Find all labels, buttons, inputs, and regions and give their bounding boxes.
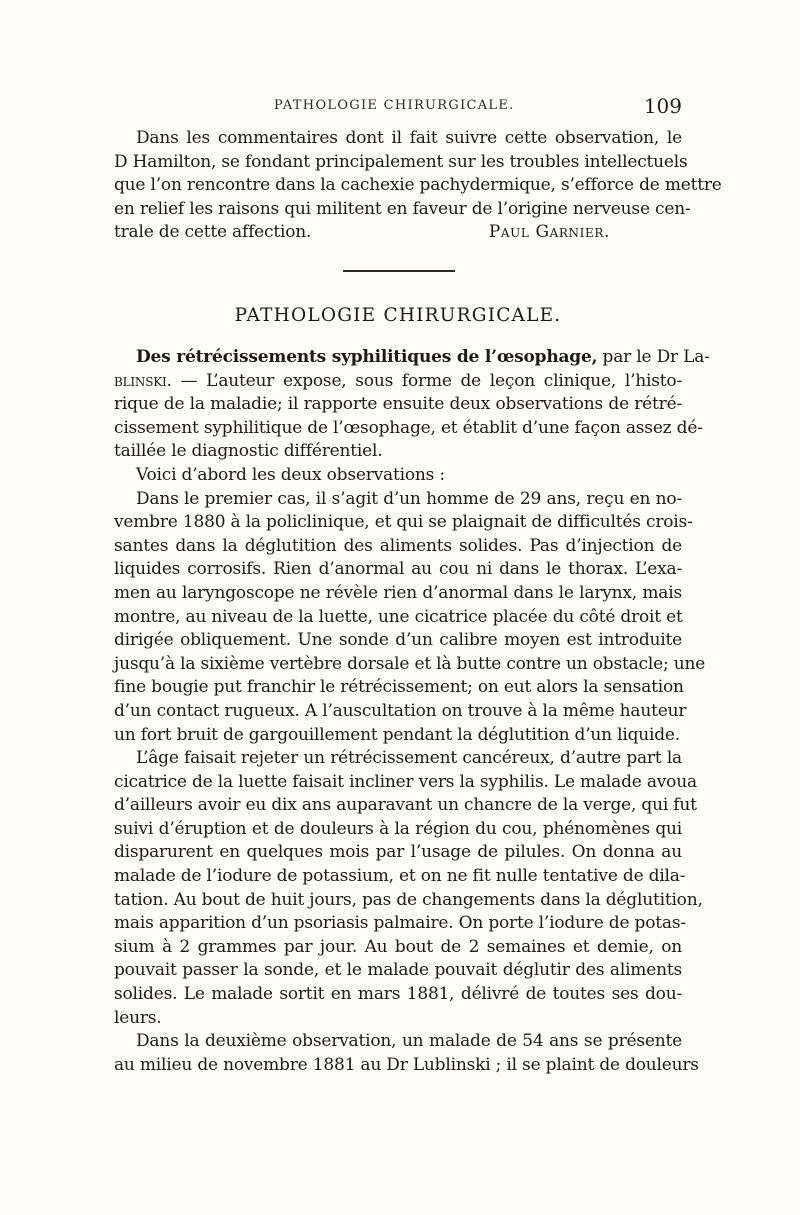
- text-line: disparurent en quelques mois par l’usage de pilules. On donna au: [114, 842, 682, 863]
- text-line: trale de cette affection.: [114, 222, 312, 243]
- running-head: PATHOLOGIE CHIRURGICALE.: [274, 98, 515, 113]
- text-line: montre, au niveau de la luette, une cicatrice placée du côté droit et: [114, 606, 683, 627]
- article-author-prefix: par le Dr La-: [597, 347, 710, 367]
- text-line: Dans la deuxième observation, un malade de 54 ans se présente: [136, 1031, 682, 1052]
- text-line: vembre 1880 à la policlinique, et qui se plaignait de difficultés crois-: [114, 512, 693, 533]
- page-header: [114, 94, 682, 118]
- text-line: taillée le diagnostic différentiel.: [114, 441, 383, 462]
- text-line: Voici d’abord les deux observations :: [136, 464, 445, 485]
- text-line: leurs.: [114, 1007, 162, 1028]
- text-segment: — L’auteur expose, sous forme de leçon clinique, l’histo-: [171, 370, 682, 391]
- text-line: D Hamilton, se fondant principalement sur les troubles intellectuels: [114, 151, 688, 172]
- text-line: suivi d’éruption et de douleurs à la région du cou, phénomènes qui: [114, 818, 682, 839]
- text-line: jusqu’à la sixième vertèbre dorsale et là butte contre un obstacle; une: [114, 653, 706, 674]
- article-author-line: [114, 370, 682, 394]
- article-body: [114, 346, 710, 1077]
- article-title-line: [114, 346, 710, 370]
- text-line: cissement syphilitique de l’œsophage, et établit d’une façon assez dé-: [114, 417, 703, 438]
- text-line: tation. Au bout de huit jours, pas de changements dans la déglutition,: [114, 889, 703, 910]
- text-line: en relief les raisons qui militent en faveur de l’origine nerveuse cen-: [114, 198, 691, 219]
- section-divider: [343, 270, 455, 272]
- text-line: Dans les commentaires dont il fait suivre cette observation, le: [136, 128, 682, 148]
- article-title: Des rétrécissements syphilitiques de l’œsophage,: [136, 347, 598, 367]
- intro-paragraph: [114, 127, 722, 245]
- text-line: rique de la maladie; il rapporte ensuite deux observations de rétré-: [114, 394, 682, 415]
- text-line: solides. Le malade sortit en mars 1881, délivré de toutes ses dou-: [114, 984, 682, 1005]
- text-line: d’un contact rugueux. A l’auscultation on trouve à la même hauteur: [114, 700, 687, 721]
- text-line: d’ailleurs avoir eu dix ans auparavant un chancre de la verge, qui fut: [114, 795, 697, 816]
- text-line: que l’on rencontre dans la cachexie pachydermique, s’efforce de mettre: [114, 175, 722, 196]
- text-line: mais apparition d’un psoriasis palmaire. On porte l’iodure de potas-: [114, 913, 686, 934]
- section-title: PATHOLOGIE CHIRURGICALE.: [234, 305, 562, 326]
- text-line: santes dans la déglutition des aliments solides. Pas d’injection de: [114, 535, 682, 556]
- text-line: liquides corrosifs. Rien d’anormal au cou ni dans le thorax. L’exa-: [114, 559, 682, 580]
- text-line: cicatrice de la luette faisait incliner vers la syphilis. Le malade avoua: [114, 771, 697, 792]
- text-line: fine bougie put franchir le rétrécissement; on eut alors la sensation: [114, 677, 684, 698]
- text-line: un fort bruit de gargouillement pendant la déglutition d’un liquide.: [114, 724, 680, 745]
- author-signature: Paul Garnier.: [488, 222, 610, 243]
- text-line: sium à 2 grammes par jour. Au bout de 2 semaines et demie, on: [114, 936, 682, 957]
- text-line: dirigée obliquement. Une sonde d’un calibre moyen est introduite: [114, 630, 682, 651]
- text-line: au milieu de novembre 1881 au Dr Lublinski ; il se plaint de douleurs: [114, 1054, 699, 1075]
- text-line-with-signature: [114, 221, 682, 245]
- page-number: 109: [643, 94, 682, 118]
- text-line: malade de l’iodure de potassium, et on ne fit nulle tentative de dila-: [114, 866, 686, 887]
- article-author: blinski.: [114, 370, 172, 391]
- text-line: pouvait passer la sonde, et le malade pouvait déglutir des aliments: [114, 960, 682, 981]
- text-line: L’âge faisait rejeter un rétrécissement cancéreux, d’autre part la: [136, 748, 682, 769]
- text-line: Dans le premier cas, il s’agit d’un homme de 29 ans, reçu en no-: [136, 488, 682, 509]
- text-line: men au laryngoscope ne révèle rien d’anormal dans le larynx, mais: [114, 582, 682, 603]
